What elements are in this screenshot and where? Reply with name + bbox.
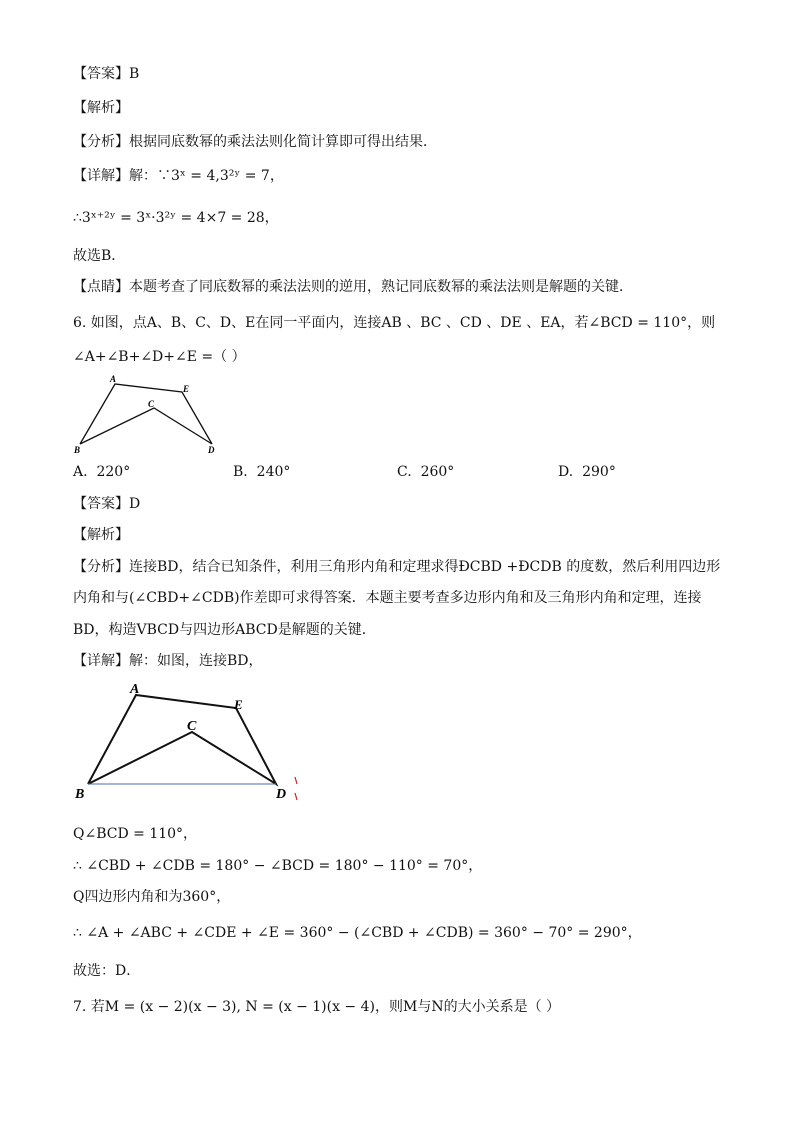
option-letter: B. [233, 464, 248, 480]
q6-small-figure [70, 372, 230, 458]
q6-option-c[interactable] [397, 462, 454, 482]
small-label-d: D [208, 445, 215, 455]
option-value: 220° [96, 464, 131, 480]
small-label-e: E [183, 384, 190, 394]
answer-value: B [129, 66, 140, 82]
xiangjie-tag: 【详解】 [73, 168, 129, 184]
q6-option-b[interactable] [233, 462, 290, 482]
dianjing-tag: 【点睛】 [73, 279, 129, 295]
q6-step3: Q四边形内角和为360°， [73, 889, 231, 905]
dianjing-text: 本题考查了同底数幂的乘法法则的逆用，熟记同底数幂的乘法法则是解题的关键． [129, 279, 633, 295]
q6-large-figure [72, 680, 302, 804]
large-label-d: D [276, 787, 287, 802]
small-label-a: A [110, 374, 117, 384]
q6-stem-line1: 6. 如图，点A、B、C、D、E在同一平面内，连接AB 、BC 、CD 、DE 、EA，若∠BCD = 110°，则 [73, 315, 716, 331]
q6-fenxi-line2: 内角和与(∠CBD+∠CDB)作差即可求得答案．本题主要考查多边形内角和及三角形内角和定理，连接 [73, 590, 702, 606]
large-label-b: B [75, 787, 85, 802]
q6-step1: Q∠BCD = 110°， [73, 826, 198, 842]
xiangjie-tag: 【详解】 [73, 653, 129, 669]
q5-xiangjie-line [73, 166, 284, 186]
xiangjie-intro: 解：如图，连接BD， [129, 653, 263, 669]
q6-stem-line2: ∠A+∠B+∠D+∠E =（ ） [73, 349, 246, 365]
large-label-e: E [234, 697, 243, 712]
q6-fenxi-line3: BD，构造VBCD与四边形ABCD是解题的关键． [73, 622, 376, 638]
option-letter: A. [73, 464, 88, 480]
answer-value: D [129, 496, 141, 512]
q5-analysis-tag [73, 98, 129, 118]
option-value: 260° [420, 464, 455, 480]
answer-tag: 【答案】 [73, 66, 129, 82]
q6-step4: ∴ ∠A + ∠ABC + ∠CDE + ∠E = 360° − (∠CBD + ∠CDB) = 360° − 70° = 290°， [73, 925, 642, 941]
fenxi-tag: 【分析】 [73, 559, 129, 575]
q6-option-a[interactable] [73, 462, 130, 482]
analysis-tag: 【解析】 [73, 100, 129, 116]
q5-conclusion: 故选B． [73, 248, 126, 264]
small-label-c: C [148, 399, 155, 409]
q5-xiangjie-step2: ∴3ˣ⁺²ʸ = 3ˣ·3²ʸ = 4×7 = 28， [73, 210, 279, 226]
option-letter: D. [558, 464, 574, 480]
q6-option-d[interactable] [558, 462, 616, 482]
q6-conclusion: 故选：D． [73, 963, 141, 979]
option-value: 290° [582, 464, 616, 480]
q5-dianjing-line [73, 277, 633, 297]
red-mark [295, 793, 297, 800]
fenxi-tag: 【分析】 [73, 134, 129, 150]
small-figure-outline [80, 384, 212, 444]
xiangjie-step1: 解：∵3ˣ = 4,3²ʸ = 7， [129, 168, 284, 184]
option-value: 240° [256, 464, 291, 480]
q6-analysis-tag [73, 525, 129, 545]
fenxi-text: 根据同底数幂的乘法法则化简计算即可得出结果． [129, 134, 437, 150]
large-figure-outline [88, 695, 276, 784]
answer-tag: 【答案】 [73, 496, 129, 512]
q6-step2: ∴ ∠CBD + ∠CDB = 180° − ∠BCD = 180° − 110° = 70°， [73, 858, 483, 874]
analysis-tag: 【解析】 [73, 527, 129, 543]
fenxi-text-1: 连接BD，结合已知条件，利用三角形内角和定理求得ÐCBD +ÐCDB 的度数，然后利用四边形 [129, 559, 721, 575]
q6-xiangjie-line [73, 651, 263, 671]
small-label-b: B [74, 445, 81, 455]
option-letter: C. [397, 464, 412, 480]
q5-answer-line [73, 64, 139, 84]
q7-stem: 7. 若M = (x − 2)(x − 3), N = (x − 1)(x − 4)，则M与N的大小关系是（ ） [73, 999, 561, 1015]
q6-answer-line [73, 494, 140, 514]
q5-fenxi-line [73, 132, 437, 152]
large-label-a: A [130, 682, 140, 697]
red-mark [295, 777, 297, 784]
large-label-c: C [187, 719, 197, 734]
q6-fenxi-line1 [73, 557, 720, 577]
